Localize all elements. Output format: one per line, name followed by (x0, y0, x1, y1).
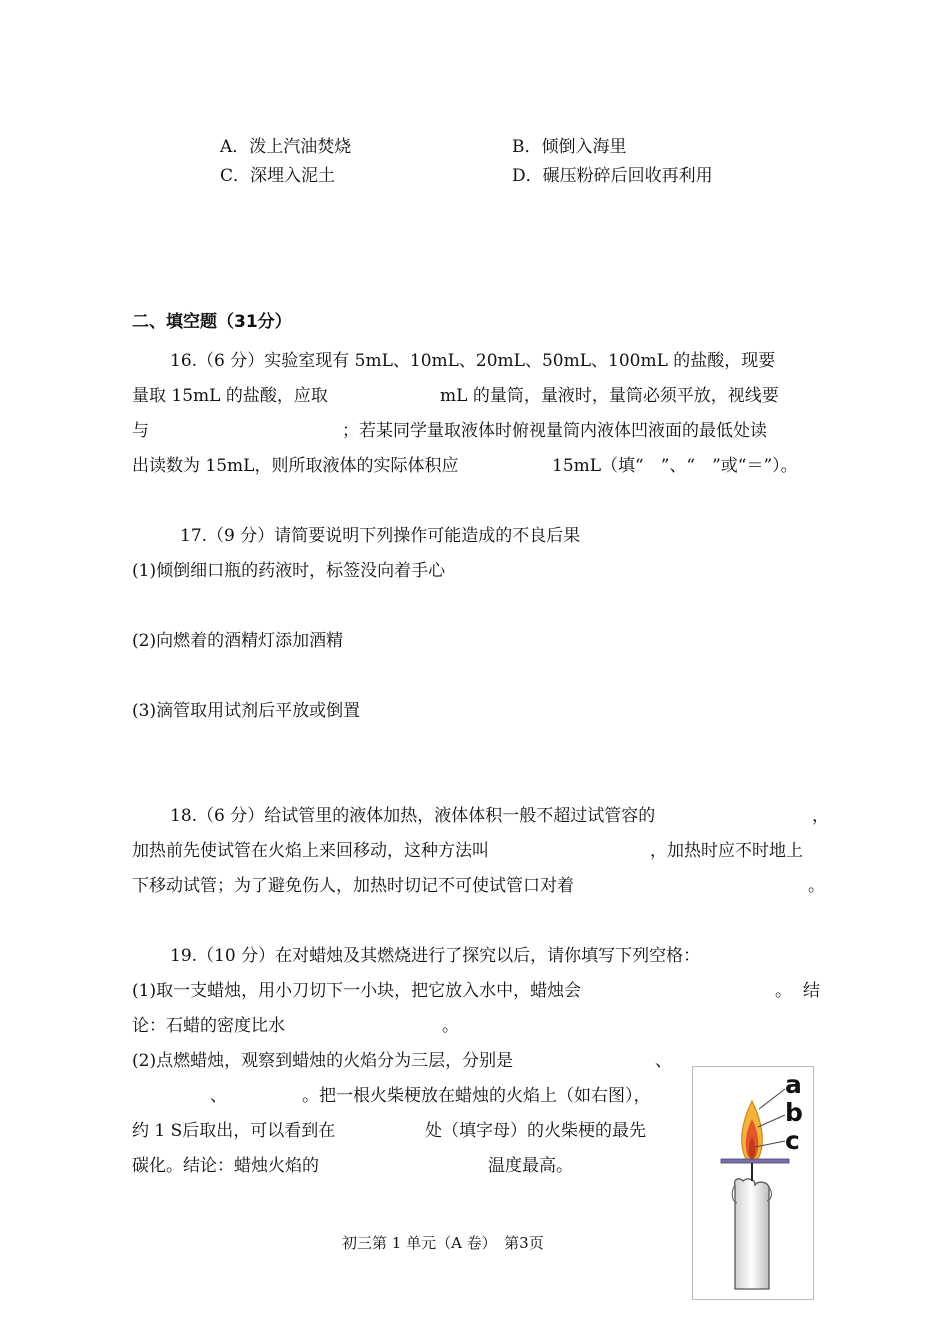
matchstick (721, 1159, 789, 1163)
q19-p2c: 、 (210, 1086, 227, 1106)
q16-line1: 16.（6 分）实验室现有 5mL、10mL、20mL、50mL、100mL 的盐酸，现要 (170, 351, 776, 371)
q16-line2a: 量取 15mL 的盐酸，应取 (132, 386, 328, 406)
leader-b (758, 1115, 785, 1127)
section-title: 二、填空题（31分） (132, 312, 292, 332)
q18-line2a: 加热前先使试管在火焰上来回移动，这种方法叫 (132, 841, 489, 861)
q16-line4a: 出读数为 15mL，则所取液体的实际体积应 (132, 456, 459, 476)
q18-line1a: 18.（6 分）给试管里的液体加热，液体体积一般不超过试管容的 (170, 806, 656, 826)
label-c: c (785, 1126, 800, 1155)
label-a: a (785, 1070, 802, 1099)
q16-line3b: ；若某同学量取液体时俯视量筒内液体凹液面的最低处读 (342, 421, 767, 441)
label-b: b (785, 1098, 803, 1127)
q17-item3: (3)滴管取用试剂后平放或倒置 (132, 701, 361, 721)
q18-line3b: 。 (808, 876, 825, 896)
q19-p1a: (1)取一支蜡烛，用小刀切下一小块，把它放入水中，蜡烛会 (132, 981, 582, 1001)
candle-figure (692, 1066, 814, 1300)
q19-p1e: 。 (442, 1016, 459, 1036)
q19-p2d: 。把一根火柴梗放在蜡烛的火焰上（如右图）， (302, 1086, 651, 1106)
candle-body (735, 1179, 769, 1289)
q19-p1d: 论：石蜡的密度比水 (132, 1016, 285, 1036)
q19-p2a: (2)点燃蜡烛，观察到蜡烛的火焰分为三层，分别是 (132, 1051, 514, 1071)
option-b: B．倾倒入海里 (512, 137, 627, 157)
option-a: A．泼上汽油焚烧 (220, 137, 352, 157)
q16-line4b: 15mL（填“ ”、“ ”或“＝”）。 (552, 456, 798, 476)
page-footer: 初三第 1 单元（A 卷） 第3页 (342, 1234, 544, 1252)
q19-p2e: 约 1 S后取出，可以看到在 (132, 1121, 336, 1141)
q17-item1: (1)倾倒细口瓶的药液时，标签没向着手心 (132, 561, 446, 581)
q19-title: 19.（10 分）在对蜡烛及其燃烧进行了探究以后，请你填写下列空格： (170, 946, 701, 966)
q18-line3a: 下移动试管；为了避免伤人，加热时切记不可使试管口对着 (132, 876, 574, 896)
q19-p1c: 结 (803, 981, 820, 1001)
q18-line2b: ，加热时应不时地上 (650, 841, 803, 861)
option-c: C．深埋入泥土 (220, 166, 336, 186)
q18-line1b: ， (812, 806, 829, 826)
q19-p2h: 温度最高。 (488, 1156, 573, 1176)
q19-p1b: 。 (775, 981, 792, 1001)
candle-illustration (693, 1067, 813, 1299)
q19-p2b: 、 (655, 1051, 672, 1071)
q17-title: 17.（9 分）请简要说明下列操作可能造成的不良后果 (180, 526, 581, 546)
option-d: D．碾压粉碎后回收再利用 (512, 166, 713, 186)
q16-line3a: 与 (132, 421, 149, 441)
q17-item2: (2)向燃着的酒精灯添加酒精 (132, 631, 344, 651)
q19-p2g: 碳化。结论：蜡烛火焰的 (132, 1156, 319, 1176)
q19-p2f: 处（填字母）的火柴梗的最先 (425, 1121, 646, 1141)
leader-a (759, 1089, 785, 1109)
q16-line2b: mL 的量筒，量液时，量筒必须平放，视线要 (440, 386, 779, 406)
